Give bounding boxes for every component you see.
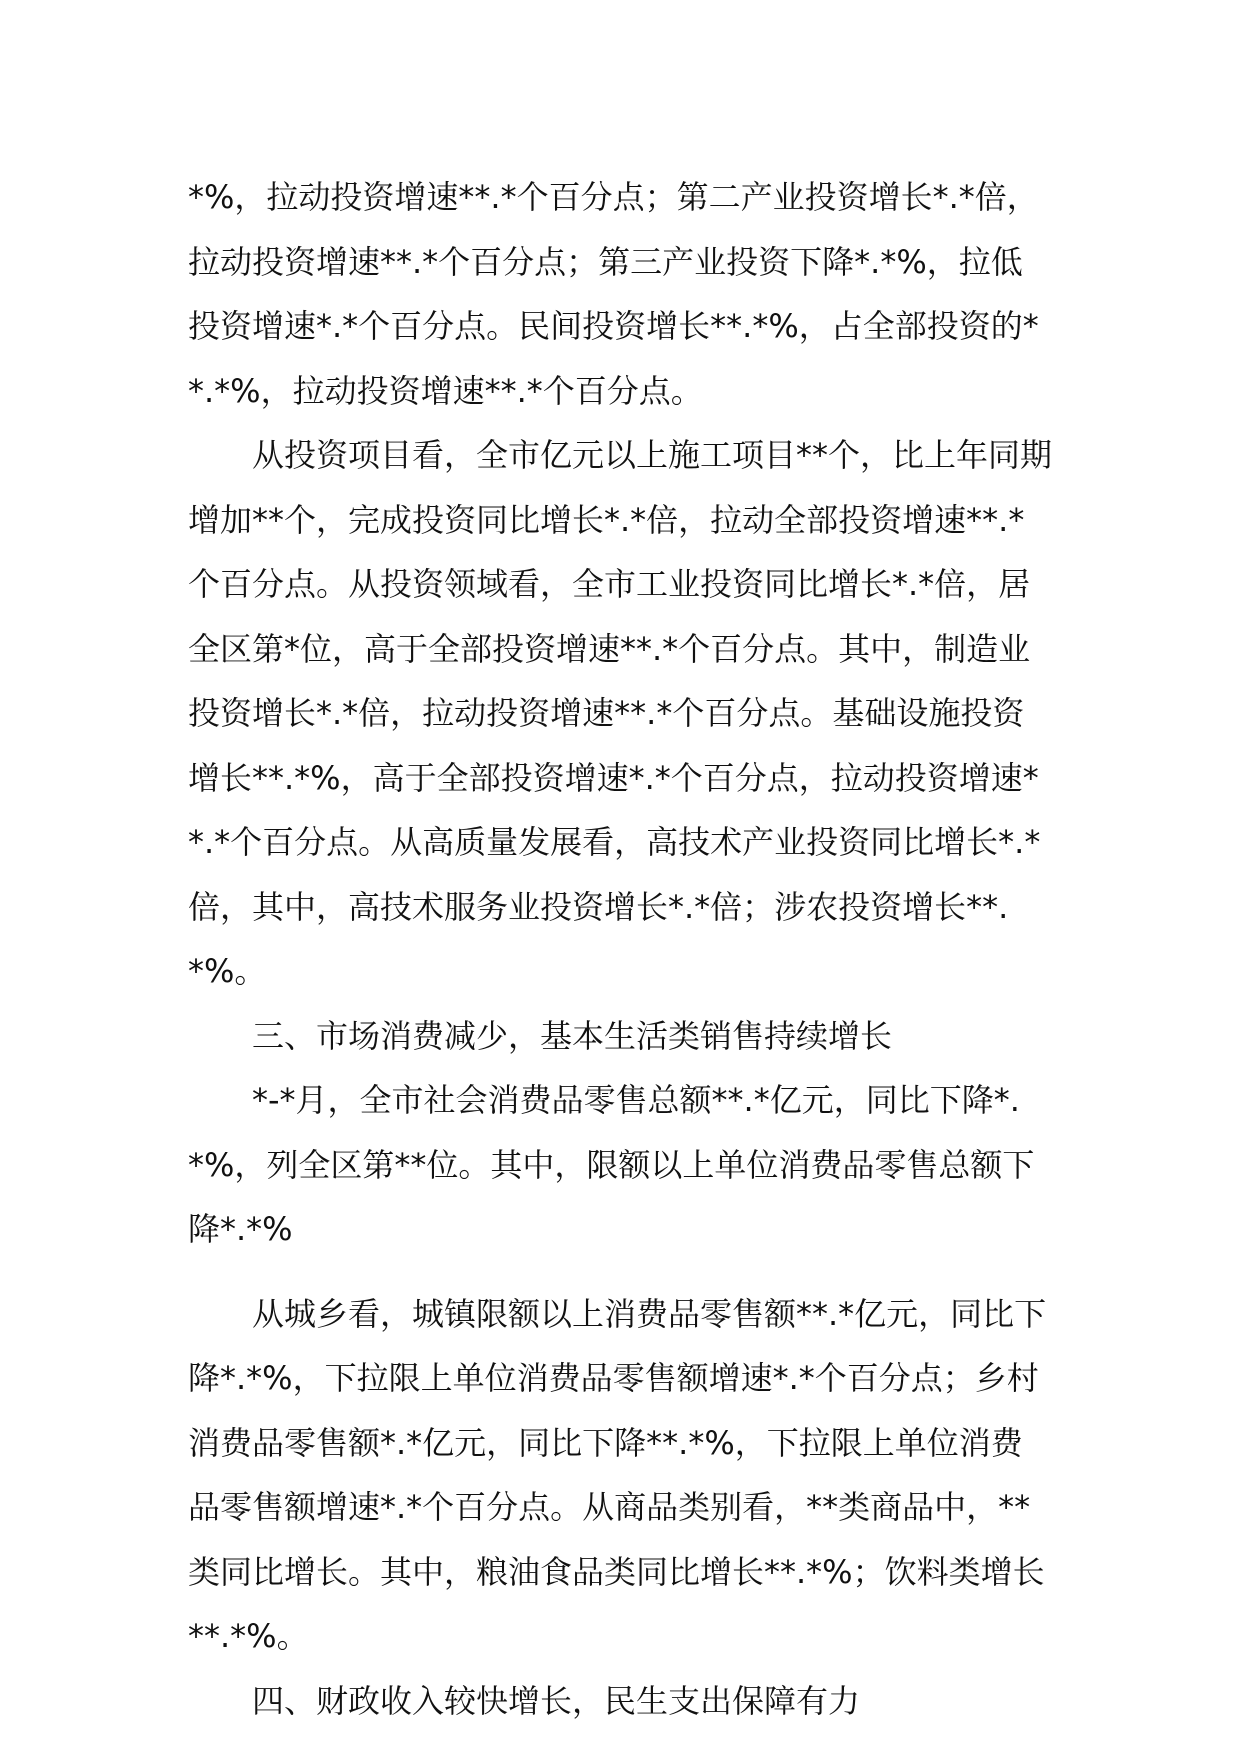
document-body [188,165,1052,1733]
paragraph-retail-sales-total: *-*月，全市社会消费品零售总额**.*亿元，同比下降*.*%，列全区第**位。其中，限额以上单位消费品零售总额下降*.*% [188,1081,1035,1248]
paragraph-investment-by-industry: *%，拉动投资增速**.*个百分点；第二产业投资增长*.*倍，拉动投资增速**.*个百分点；第三产业投资下降*.*%，拉低投资增速*.*个百分点。民间投资增长**.*%，占全部投资的**.*%，拉动投资增速**.*个百分点。 [188,178,1039,410]
section-heading-market-consumption: 三、市场消费减少，基本生活类销售持续增长 [252,1016,893,1055]
section-heading-fiscal-revenue: 四、财政收入较快增长，民生支出保障有力 [252,1681,861,1720]
paragraph-investment-projects: 从投资项目看，全市亿元以上施工项目**个，比上年同期增加**个，完成投资同比增长*.*倍，拉动全部投资增速**.*个百分点。从投资领域看，全市工业投资同比增长*.*倍，居全区第*位，高于全部投资增速**.*个百分点。其中，制造业投资增长*.*倍，拉动投资增速**.*个百分点。基础设施投资增长**.*%，高于全部投资增速*.*个百分点，拉动投资增速**.*个百分点。从高质量发展看，高技术产业投资同比增长*.*倍，其中，高技术服务业投资增长*.*倍；涉农投资增长**.*%。 [188,436,1053,990]
paragraph-urban-rural-retail: 从城乡看，城镇限额以上消费品零售额**.*亿元，同比下降*.*%，下拉限上单位消费品零售额增速*.*个百分点；乡村消费品零售额*.*亿元，同比下降**.*%，下拉限上单位消费品零售额增速*.*个百分点。从商品类别看，**类商品中，**类同比增长。其中，粮油食品类同比增长**.*%；饮料类增长**.*%。 [188,1294,1047,1655]
